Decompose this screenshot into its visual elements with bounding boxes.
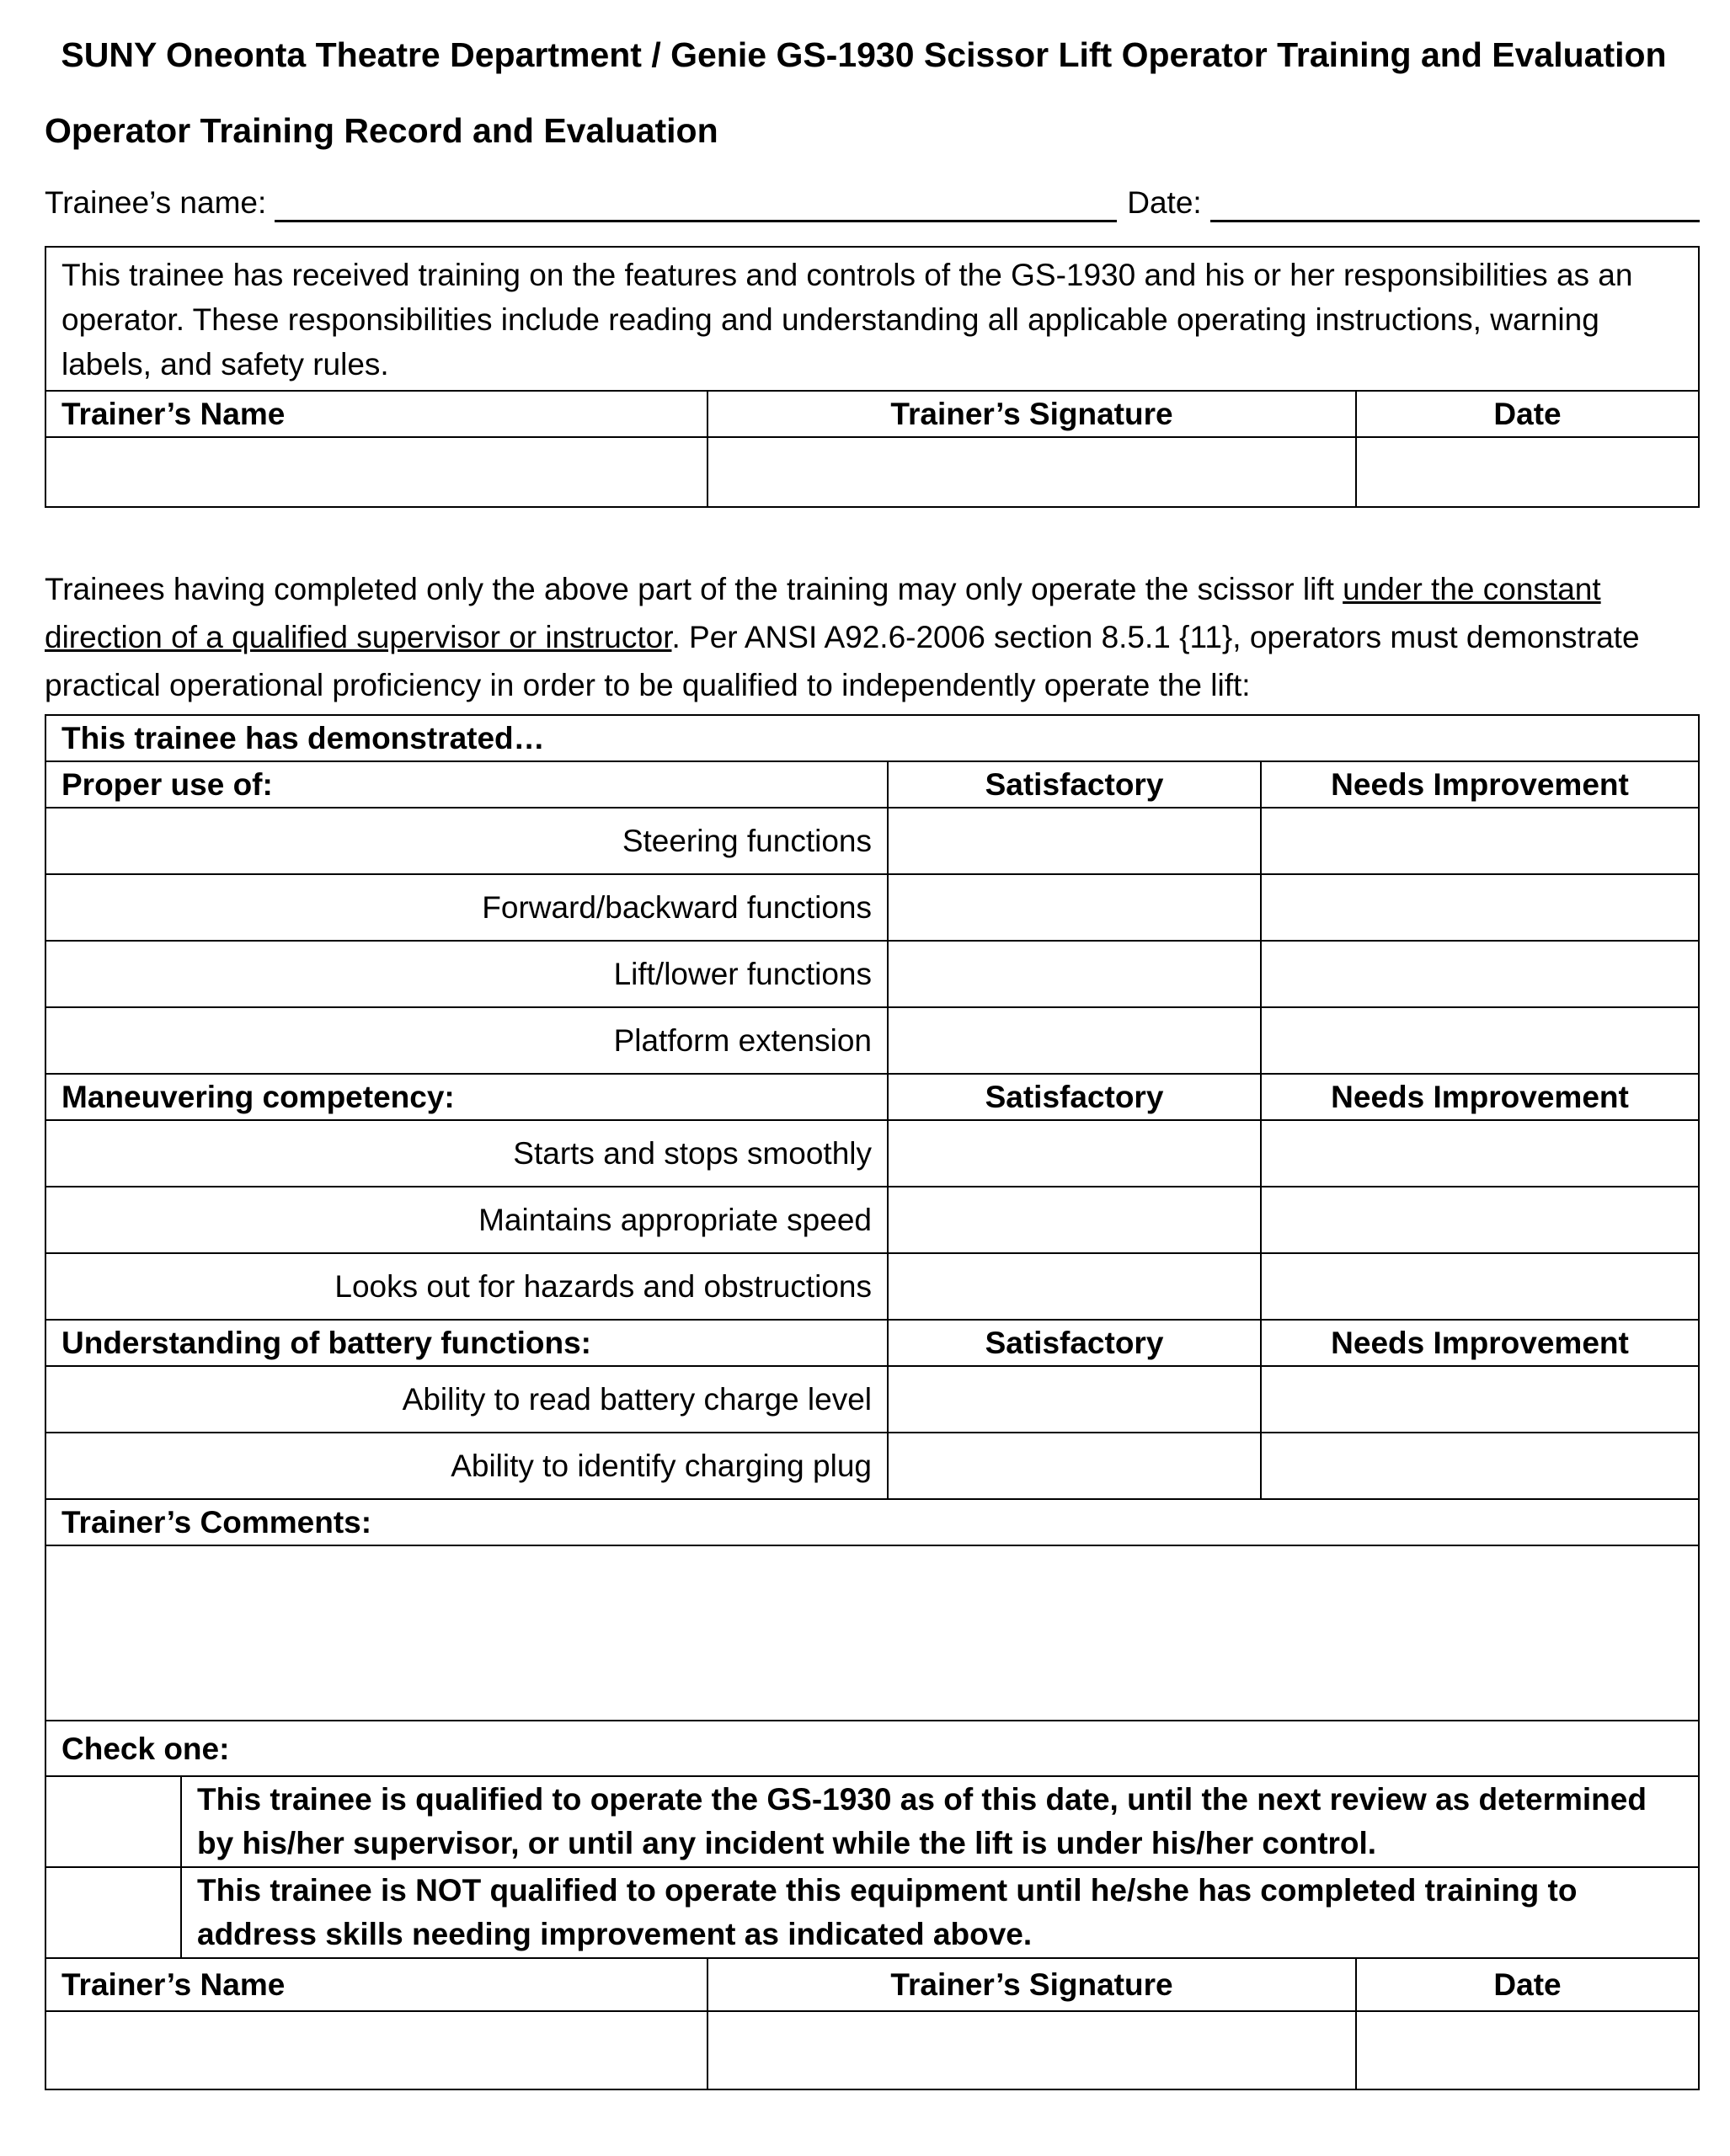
group-heading: Maneuvering competency: [45,1074,888,1120]
needs-improvement-header: Needs Improvement [1261,1074,1699,1120]
form-page [45,34,1700,2090]
satisfactory-cell[interactable] [888,1366,1261,1433]
needs-improvement-cell[interactable] [1261,874,1699,941]
trainee-date-field[interactable] [1210,188,1700,222]
needs-improvement-cell[interactable] [1261,808,1699,874]
trainer-signature-field[interactable] [707,2011,1356,2089]
group-heading: Understanding of battery functions: [45,1320,888,1366]
trainee-name-label: Trainee’s name: [45,185,267,220]
trainer-signature-header: Trainer’s Signature [707,1958,1356,2011]
final-signature-table [45,1957,1700,2090]
satisfactory-cell[interactable] [888,808,1261,874]
needs-improvement-cell[interactable] [1261,1253,1699,1320]
satisfactory-cell[interactable] [888,1007,1261,1074]
skill-item: Ability to read battery charge level [45,1366,888,1433]
trainer-signature-header: Trainer’s Signature [707,391,1356,437]
instruction-paragraph [45,565,1700,709]
not-qualified-statement: This trainee is NOT qualified to operate this equipment until he/she has completed training to address skills needing improvement as indicated above. [181,1867,1699,1958]
trainee-date-label: Date: [1127,185,1202,220]
skill-item: Platform extension [45,1007,888,1074]
needs-improvement-cell[interactable] [1261,1366,1699,1433]
trainer-date-header: Date [1356,1958,1699,2011]
evaluation-table [45,714,1700,1959]
satisfactory-cell[interactable] [888,1253,1261,1320]
check-one-label: Check one: [45,1721,1699,1776]
group-heading: Proper use of: [45,761,888,808]
trainer-signature-field[interactable] [707,437,1356,507]
trainer-date-field[interactable] [1356,437,1699,507]
trainer-name-header: Trainer’s Name [45,1958,707,2011]
satisfactory-header: Satisfactory [888,1320,1261,1366]
not-qualified-checkbox[interactable] [45,1867,181,1958]
skill-item: Maintains appropriate speed [45,1187,888,1253]
skill-item: Starts and stops smoothly [45,1120,888,1187]
skill-item: Ability to identify charging plug [45,1433,888,1499]
qualified-statement: This trainee is qualified to operate the GS-1930 as of this date, until the next review as determined by his/her supervisor, or until any incident while the lift is under his/her control. [181,1776,1699,1867]
paragraph-underlined-text: under the constant direction of a qualified supervisor or instructor [45,572,1601,654]
trainer-date-header: Date [1356,391,1699,437]
skill-item: Looks out for hazards and obstructions [45,1253,888,1320]
needs-improvement-cell[interactable] [1261,1007,1699,1074]
satisfactory-cell[interactable] [888,1120,1261,1187]
qualified-checkbox[interactable] [45,1776,181,1867]
skill-item: Forward/backward functions [45,874,888,941]
trainer-name-field[interactable] [45,2011,707,2089]
satisfactory-header: Satisfactory [888,1074,1261,1120]
trainee-line [45,180,1700,222]
document-title: SUNY Oneonta Theatre Department / Genie GS-1930 Scissor Lift Operator Training and Evaluation [61,35,1667,74]
paragraph-text-2: . Per ANSI A92.6-2006 section 8.5.1 {11}, operators must demonstrate practical operational proficiency in order to be qualified to independently operate the lift: [45,620,1640,702]
satisfactory-cell[interactable] [888,1187,1261,1253]
intro-text: This trainee has received training on the features and controls of the GS-1930 and his or her responsibilities as an operator. These responsibilities include reading and understanding all applicable operating instructions, warning labels, and safety rules. [45,247,1699,391]
satisfactory-cell[interactable] [888,1433,1261,1499]
intro-signature-table [45,246,1700,508]
demonstrated-label: This trainee has demonstrated… [45,715,1699,761]
needs-improvement-cell[interactable] [1261,1433,1699,1499]
skill-item: Steering functions [45,808,888,874]
trainee-name-field[interactable] [275,188,1117,222]
paragraph-text-1: Trainees having completed only the above part of the training may only operate the scissor lift [45,572,1343,606]
comments-label: Trainer’s Comments: [45,1499,1699,1545]
satisfactory-cell[interactable] [888,941,1261,1007]
needs-improvement-cell[interactable] [1261,941,1699,1007]
trainer-name-field[interactable] [45,437,707,507]
satisfactory-header: Satisfactory [888,761,1261,808]
satisfactory-cell[interactable] [888,874,1261,941]
needs-improvement-header: Needs Improvement [1261,1320,1699,1366]
needs-improvement-cell[interactable] [1261,1120,1699,1187]
needs-improvement-header: Needs Improvement [1261,761,1699,808]
trainer-name-header: Trainer’s Name [45,391,707,437]
comments-field[interactable] [45,1545,1699,1721]
skill-item: Lift/lower functions [45,941,888,1007]
trainer-date-field[interactable] [1356,2011,1699,2089]
section-title: Operator Training Record and Evaluation [45,111,718,150]
needs-improvement-cell[interactable] [1261,1187,1699,1253]
